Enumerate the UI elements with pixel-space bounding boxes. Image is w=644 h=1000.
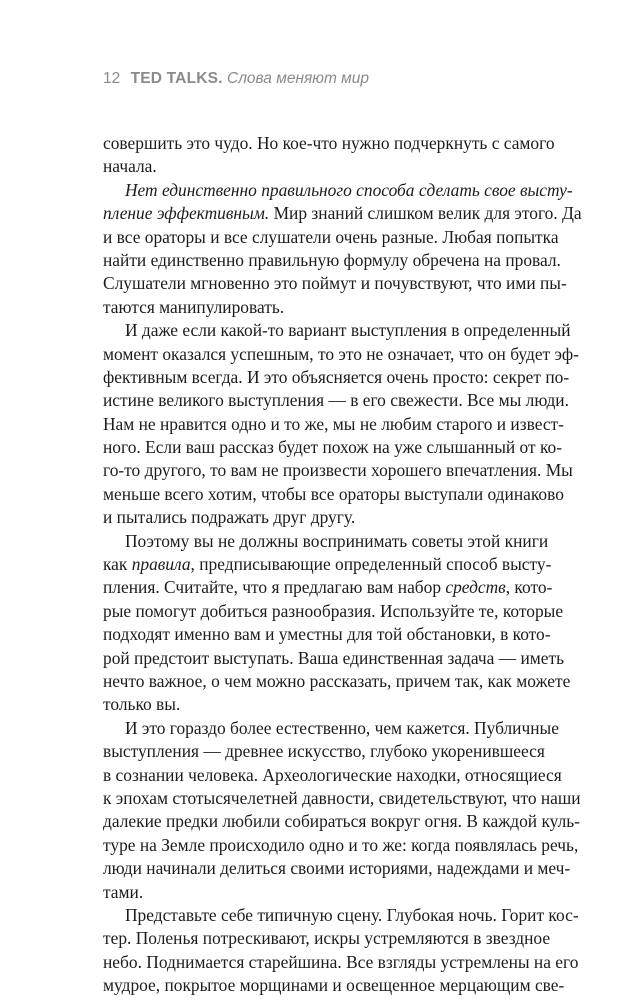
text-line: истине великого выступления — в его свежести. Все мы люди.: [103, 390, 569, 411]
text-line: тер. Поленья потрескивают, искры устремляются в звездное: [103, 928, 551, 949]
text-line: рые помогут добиться разнообразия. Используйте те, которые: [103, 600, 564, 621]
text-line: туре на Земле происходило одно и то же: когда появлялась речь,: [103, 834, 579, 855]
text-line: совершить это чудо. Но кое-что нужно подчеркнуть с самого: [103, 133, 555, 153]
text-line: рой предстоит выступать. Ваша единственная задача — иметь: [103, 647, 565, 668]
text-line: и пытались подражать друг другу.: [103, 507, 356, 528]
text-line: Нет единственно правильного способа сделать свое высту-: [125, 179, 573, 200]
text-line: Слушатели мгновенно это поймут и почувствуют, что ими пы-: [103, 273, 567, 294]
text-line: выступления — древнее искусство, глубоко укоренившееся: [103, 741, 545, 762]
text-line: далекие предки любили собираться вокруг огня. В каждой куль-: [103, 811, 580, 832]
text-line: тами.: [103, 881, 144, 902]
text-line: Нам не нравится одно и то же, мы не любим старого и извест-: [103, 413, 564, 434]
text-line: фективным всегда. И это объясняется очень просто: секрет по-: [103, 366, 570, 387]
text-line: мудрое, покрытое морщинами и освещенное мерцающим све-: [103, 975, 565, 996]
book-brand: TED TALKS.: [130, 70, 223, 87]
text-line: Поэтому вы не должны воспринимать советы этой книги: [125, 530, 549, 551]
text-line: и все ораторы и все слушатели очень разные. Любая попытка: [103, 226, 559, 247]
text-line: как правила, предписывающие определенный способ высту-: [103, 554, 552, 575]
text-line: го-то другого, то вам не произвести хорошего впечатления. Мы: [103, 460, 573, 481]
text-line: пления. Считайте, что я предлагаю вам набор средств, кото-: [103, 577, 553, 598]
text-line: начала.: [103, 156, 157, 177]
text-line: И это гораздо более естественно, чем кажется. Публичные: [125, 717, 559, 738]
text-line: найти единственно правильную формулу обречена на провал.: [103, 249, 561, 270]
page-number: 12: [103, 70, 121, 87]
body-text: [103, 132, 582, 997]
text-line: только вы.: [103, 694, 181, 715]
text-line: подходят именно вам и уместны для той обстановки, в кото-: [103, 624, 551, 645]
text-line: люди начинали делиться своими историями, надеждами и меч-: [103, 858, 571, 879]
text-line: меньше всего хотим, чтобы все ораторы выступали одинаково: [103, 483, 564, 504]
text-line: момент оказался успешным, то это не означает, что он будет эф-: [103, 343, 579, 364]
text-line: ного. Если ваш рассказ будет похож на уже слышанный от ко-: [103, 437, 563, 458]
text-line: нечто важное, о чем можно рассказать, причем так, как можете: [103, 670, 571, 691]
text-line: небо. Поднимается старейшина. Все взгляды устремлены на его: [103, 951, 579, 972]
text-line: к эпохам стотысячелетней давности, свидетельствуют, что наши: [103, 787, 581, 808]
text-line: пление эффективным. Мир знаний слишком велик для этого. Да: [103, 203, 582, 224]
text-line: таются манипулировать.: [103, 296, 285, 317]
running-head: [103, 70, 369, 88]
text-line: в сознании человека. Археологические находки, относящиеся: [103, 764, 562, 785]
text-line: И даже если какой-то вариант выступления в определенный: [125, 320, 571, 341]
text-line: Представьте себе типичную сцену. Глубокая ночь. Горит кос-: [125, 904, 579, 925]
book-subtitle: Слова меняют мир: [227, 70, 370, 87]
